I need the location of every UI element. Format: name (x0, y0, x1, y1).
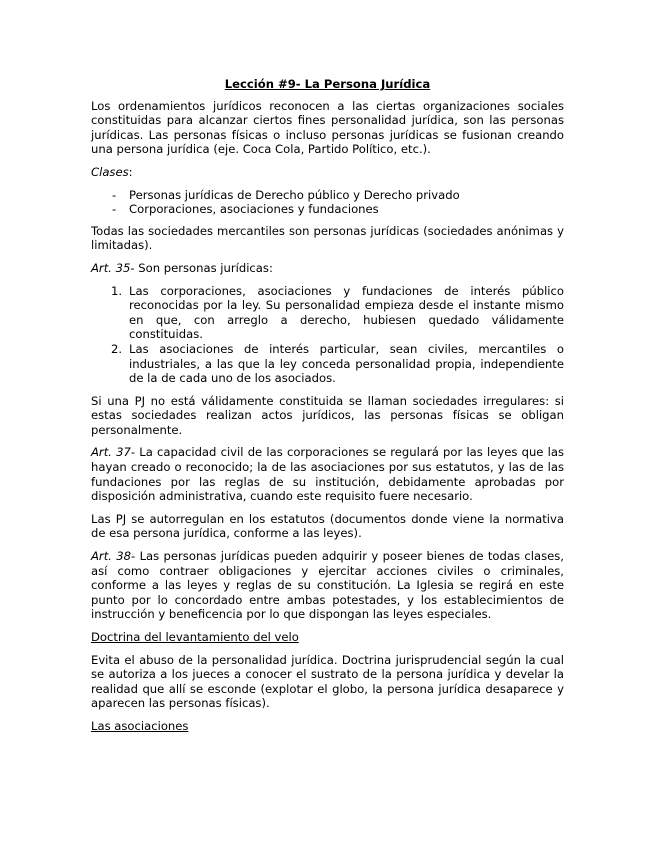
art37-text: - La capacidad civil de las corporaciones se regulará por las leyes que las hayan creado o reconocido; la de las asociaciones por sus estatutos, y las de las fundaciones por las reglas de su institución, debidamente aprobadas por disposición administrativa, cuando este requisito fuere necesario. (91, 445, 564, 504)
clases-list (91, 188, 564, 217)
list-marker: 1. (111, 283, 123, 298)
list-marker: 2. (111, 341, 123, 356)
doctrina-heading (91, 630, 564, 645)
art38-paragraph (91, 549, 564, 622)
clases-label: Clases (91, 164, 129, 179)
page-title: Lección #9- La Persona Jurídica (224, 77, 431, 91)
asociaciones-heading-text: Las asociaciones (91, 718, 189, 733)
list-marker: - (112, 202, 117, 217)
irregulares-paragraph: Si una PJ no está válidamente constituida se llaman sociedades irregulares: si estas sociedades realizan actos jurídicos, las personas físicas se obligan personalmente. (91, 393, 564, 437)
doctrina-heading-text: Doctrina del levantamiento del velo (91, 630, 299, 644)
sociedades-paragraph: Todas las sociedades mercantiles son personas jurídicas (sociedades anónimas y limitadas). (91, 223, 564, 253)
list-item-text: Las corporaciones, asociaciones y fundaciones de interés público reconocidas por la ley. Su personalidad empieza desde el instante mismo en que, con arreglo a derecho, hubiesen quedado válidamente constituidas. (129, 283, 564, 342)
art37-paragraph (91, 445, 564, 503)
art37-label: Art. 37 (91, 445, 131, 460)
art35-text: - Son personas jurídicas: (130, 260, 273, 275)
list-marker: - (112, 187, 117, 202)
art38-label: Art. 38 (91, 549, 132, 564)
clases-colon: : (128, 164, 133, 179)
list-item (91, 202, 564, 217)
list-item (91, 188, 564, 203)
autorregulan-paragraph: Las PJ se autorregulan en los estatutos (documentos donde viene la normativa de esa persona jurídica, conforme a las leyes). (91, 511, 564, 541)
art38-text: - Las personas jurídicas pueden adquirir y poseer bienes de todas clases, así como contraer obligaciones y ejercitar acciones civiles o criminales, conforme a las leyes y reglas de su constitución. La Iglesia se regirá en este punto por lo concordado entre ambas potestades, y los establecimientos de instrucción y beneficencia por lo que dispongan las leyes especiales. (91, 549, 564, 622)
list-item-text: Las asociaciones de interés particular, sean civiles, mercantiles o industriales, a las que la ley conceda personalidad propia, independiente de la de cada uno de los asociados. (129, 341, 564, 386)
art35-label: Art. 35 (91, 260, 131, 275)
list-item-text: Personas jurídicas de Derecho público y Derecho privado (129, 187, 460, 202)
clases-paragraph (91, 165, 564, 180)
list-item (91, 284, 564, 342)
doctrina-paragraph: Evita el abuso de la personalidad jurídica. Doctrina jurisprudencial según la cual se autoriza a los jueces a conocer el sustrato de la persona jurídica y develar la realidad que allí se esconde (explotar el globo, la persona jurídica desaparece y aparecen las personas físicas). (91, 652, 564, 711)
asociaciones-heading (91, 719, 564, 734)
art35-list (91, 284, 564, 386)
list-item-text: Corporaciones, asociaciones y fundaciones (129, 202, 379, 217)
intro-paragraph: Los ordenamientos jurídicos reconocen a las ciertas organizaciones sociales constituidas para alcanzar ciertos fines personalidad jurídica, son las personas jurídicas. Las personas físicas o incluso personas jurídicas se fusionan creando una persona jurídica (eje. Coca Cola, Partido Político, etc.). (91, 98, 564, 157)
list-item (91, 342, 564, 386)
art35-paragraph (91, 261, 564, 276)
